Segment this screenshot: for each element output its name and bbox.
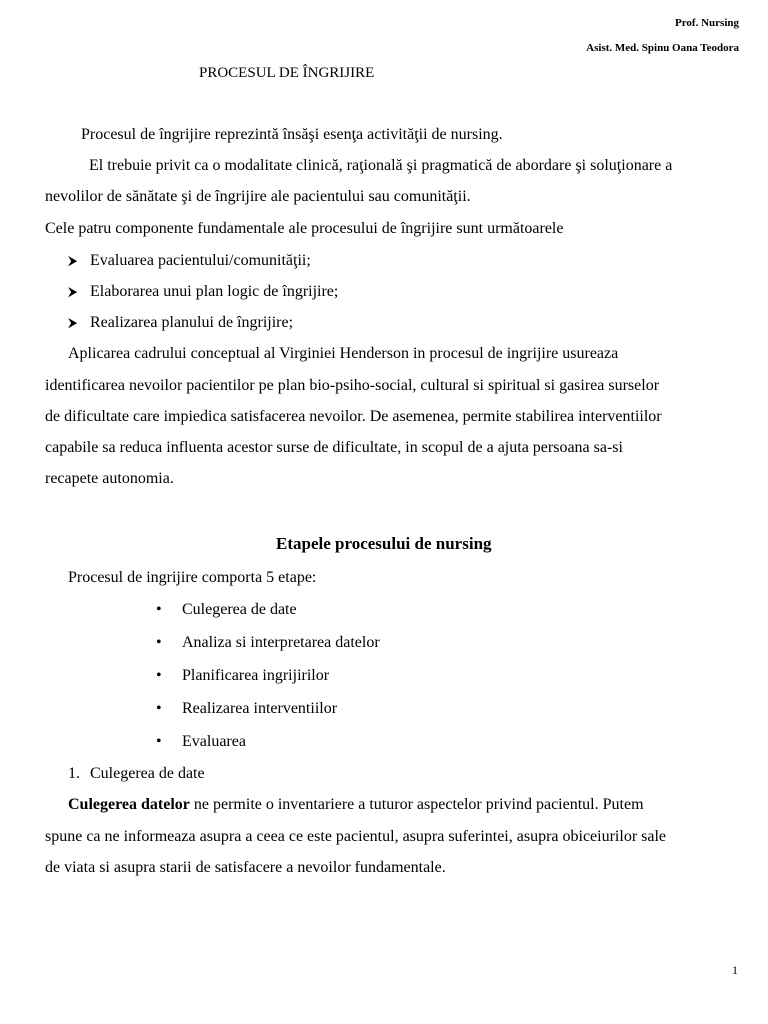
bullet-dot-icon: •	[156, 733, 162, 750]
intro-paragraph-2-line-1: El trebuie privit ca o modalitate clinică, raţională şi pragmatică de abordare şi soluţionare a	[89, 157, 673, 174]
component-item	[68, 314, 293, 332]
section-intro: Procesul de ingrijire comporta 5 etape:	[68, 569, 317, 586]
step-item-label: Culegerea de date	[182, 601, 297, 618]
header-author-name: Asist. Med. Spinu Oana Teodora	[586, 42, 739, 54]
step-item	[156, 733, 246, 751]
page-number: 1	[732, 963, 738, 977]
step-item-label: Analiza si interpretarea datelor	[182, 634, 380, 651]
arrow-bullet-icon: ⮞	[68, 284, 78, 299]
data-collection-line-3: de viata si asupra starii de satisfacere a nevoilor fundamentale.	[45, 859, 446, 876]
data-collection-line-1-rest: ne permite o inventariere a tuturor aspectelor privind pacientul. Putem	[189, 796, 644, 813]
bullet-dot-icon: •	[156, 601, 162, 618]
step-item	[156, 700, 337, 718]
page-title: PROCESUL DE ÎNGRIJIRE	[199, 65, 375, 81]
henderson-line-4: capabile sa reduca influenta acestor surse de dificultate, in scopul de a ajuta persoana sa-si	[45, 439, 623, 456]
data-collection-line-1	[68, 796, 644, 814]
step-item-label: Planificarea ingrijirilor	[182, 667, 330, 684]
intro-paragraph-3: Cele patru componente fundamentale ale procesului de îngrijire sunt următoarele	[45, 220, 564, 237]
component-item	[68, 283, 338, 301]
step-item	[156, 667, 329, 685]
numbered-item-label: Culegerea de date	[90, 765, 205, 782]
step-item-label: Evaluarea	[182, 733, 246, 750]
data-collection-line-2: spune ca ne informeaza asupra a ceea ce este pacientul, asupra suferintei, asupra obiceiurilor sale	[45, 828, 667, 845]
bullet-dot-icon: •	[156, 634, 162, 651]
header-author-title: Prof. Nursing	[675, 17, 739, 29]
henderson-line-3: de dificultate care impiedica satisfacerea nevoilor. De asemenea, permite stabilirea interventiilor	[45, 408, 662, 425]
numbered-item	[68, 765, 205, 783]
bullet-dot-icon: •	[156, 700, 162, 717]
step-item	[156, 634, 380, 652]
bold-term: Culegerea datelor	[68, 796, 190, 813]
arrow-bullet-icon: ⮞	[68, 253, 78, 268]
component-item-label: Elaborarea unui plan logic de îngrijire;	[90, 283, 339, 300]
intro-paragraph-2-line-2: nevolilor de sănătate şi de îngrijire ale pacientului sau comunităţii.	[45, 188, 471, 205]
arrow-bullet-icon: ⮞	[68, 315, 78, 330]
henderson-line-2: identificarea nevoilor pacientilor pe plan bio-psiho-social, cultural si spiritual si gasirea surselor	[45, 377, 660, 394]
bullet-dot-icon: •	[156, 667, 162, 684]
step-item	[156, 601, 297, 619]
component-item-label: Evaluarea pacientului/comunităţii;	[90, 252, 311, 269]
henderson-line-5: recapete autonomia.	[45, 470, 174, 487]
intro-paragraph-1: Procesul de îngrijire reprezintă însăşi esenţa activităţii de nursing.	[81, 126, 503, 143]
numbered-item-number: 1.	[68, 765, 80, 782]
step-item-label: Realizarea interventiilor	[182, 700, 338, 717]
section-heading: Etapele procesului de nursing	[276, 534, 492, 553]
component-item-label: Realizarea planului de îngrijire;	[90, 314, 294, 331]
component-item	[68, 252, 311, 270]
henderson-line-1: Aplicarea cadrului conceptual al Virginiei Henderson in procesul de ingrijire usureaza	[68, 345, 619, 362]
